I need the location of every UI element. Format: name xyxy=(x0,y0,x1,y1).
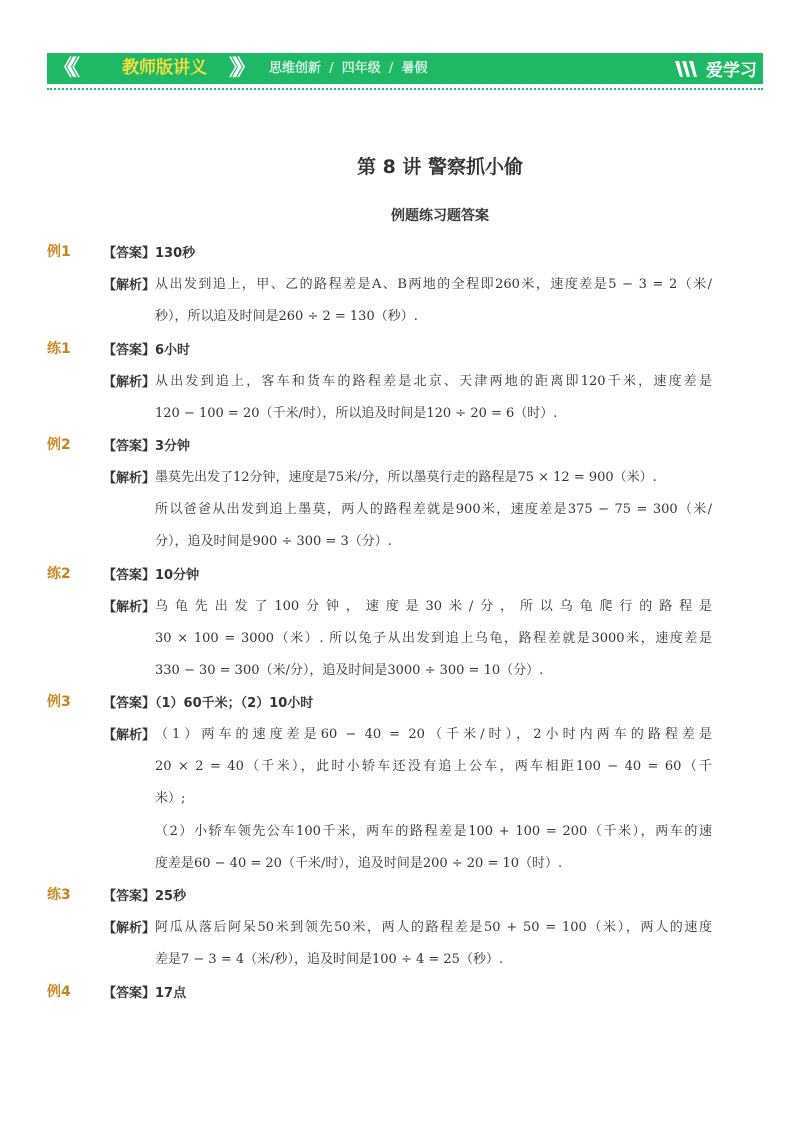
breadcrumb-separator: / xyxy=(329,61,334,76)
analysis-tag: 【解析】 xyxy=(103,921,156,936)
analysis-tag: 【解析】 xyxy=(103,375,156,390)
analysis-line: 所以爸爸从出发到追上墨莫，两人的路程差就是900米，速度差是375 − 75 = 300（米/ xyxy=(155,502,712,517)
item-label: 例1 xyxy=(47,244,71,260)
analysis-line: 从出发到追上，客车和货车的路程差是北京、天津两地的距离即120千米，速度差是 xyxy=(155,374,712,389)
analysis-line: 120 − 100 = 20（千米/时），所以追及时间是120 ÷ 20 = 6（时）. xyxy=(155,406,558,421)
lecture-title: 第 8 讲 警察抓小偷 xyxy=(356,156,524,178)
breadcrumb xyxy=(269,53,428,84)
header-divider xyxy=(47,88,763,90)
answer-tag: 【答案】 xyxy=(103,246,156,261)
answer-tag: 【答案】 xyxy=(103,889,156,904)
answer-value: 17点 xyxy=(155,986,187,1001)
analysis-tag: 【解析】 xyxy=(103,728,156,743)
chevron-right-icon: 》》 xyxy=(229,56,251,81)
analysis-line: 阿瓜从落后阿呆50米到领先50米，两人的路程差是50 + 50 = 100（米），两人的速度 xyxy=(155,920,712,935)
answer-value: （1）60千米；（2）10小时 xyxy=(155,696,314,711)
analysis-tag: 【解析】 xyxy=(103,600,156,615)
analysis-line: 差是7 − 3 = 4（米/秒），追及时间是100 ÷ 4 = 25（秒）. xyxy=(155,952,504,967)
analysis-line: 乌龟先出发了100分钟，速度是30米/分，所以乌龟爬行的路程是 xyxy=(155,599,712,614)
breadcrumb-item: 思维创新 xyxy=(269,61,322,76)
item-label: 练3 xyxy=(47,887,71,903)
item-label: 例2 xyxy=(47,437,71,453)
analysis-line: 米）; xyxy=(155,791,186,806)
answer-row xyxy=(103,692,313,711)
answer-value: 6小时 xyxy=(155,343,191,358)
answer-row xyxy=(103,982,186,1001)
answer-tag: 【答案】 xyxy=(103,696,156,711)
answer-value: 130秒 xyxy=(155,246,196,261)
answer-value: 3分钟 xyxy=(155,439,191,454)
item-label: 例3 xyxy=(47,694,71,710)
answer-value: 25秒 xyxy=(155,889,187,904)
analysis-line: 度差是60 − 40 = 20（千米/时），追及时间是200 ÷ 20 = 10（时）. xyxy=(155,856,563,871)
analysis-line: 20 × 2 = 40（千米），此时小轿车还没有追上公车，两车相距100 − 40 = 60（千 xyxy=(155,759,712,774)
header-title: 教师版讲义 xyxy=(122,58,207,78)
answer-value: 10分钟 xyxy=(155,568,200,583)
brand-name: 爱学习 xyxy=(706,61,757,81)
answer-tag: 【答案】 xyxy=(103,343,156,358)
analysis-line: 从出发到追上，甲、乙的路程差是A、B两地的全程即260米，速度差是5 − 3 = 2（米/ xyxy=(155,277,712,292)
answer-row xyxy=(103,435,190,454)
header-banner xyxy=(47,53,763,84)
breadcrumb-item: 四年级 xyxy=(341,61,381,76)
chevron-left-icon: 《《 xyxy=(53,56,75,81)
analysis-tag: 【解析】 xyxy=(103,278,156,293)
answer-tag: 【答案】 xyxy=(103,568,156,583)
answer-tag: 【答案】 xyxy=(103,986,156,1001)
analysis-line: 墨莫先出发了12分钟，速度是75米/分，所以墨莫行走的路程是75 × 12 = 900（米）. xyxy=(155,470,657,485)
brand-logo-icon xyxy=(674,58,700,80)
answer-row xyxy=(103,242,195,261)
item-label: 例4 xyxy=(47,984,71,1000)
item-label: 练2 xyxy=(47,566,71,582)
analysis-tag: 【解析】 xyxy=(103,471,156,486)
analysis-line: 330 − 30 = 300（米/分），追及时间是3000 ÷ 300 = 10（分）. xyxy=(155,663,544,678)
answer-row xyxy=(103,885,186,904)
breadcrumb-separator: / xyxy=(388,61,394,76)
analysis-line: （2）小轿车领先公车100千米，两车的路程差是100 + 100 = 200（千米），两车的速 xyxy=(155,824,712,839)
analysis-line: 秒），所以追及时间是260 ÷ 2 = 130（秒）. xyxy=(155,309,418,324)
breadcrumb-item: 暑假 xyxy=(401,61,428,76)
brand-logo xyxy=(674,53,757,84)
answer-row xyxy=(103,339,190,358)
analysis-line: （1）两车的速度差是60 − 40 = 20（千米/时），2小时内两车的路程差是 xyxy=(155,727,712,742)
analysis-line: 分），追及时间是900 ÷ 300 = 3（分）. xyxy=(155,534,392,549)
analysis-line: 30 × 100 = 3000（米）. 所以兔子从出发到追上乌龟，路程差就是3000米，速度差是 xyxy=(155,631,712,646)
answer-tag: 【答案】 xyxy=(103,439,156,454)
item-label: 练1 xyxy=(47,341,71,357)
section-title: 例题练习题答案 xyxy=(391,208,489,224)
answer-row xyxy=(103,564,199,583)
